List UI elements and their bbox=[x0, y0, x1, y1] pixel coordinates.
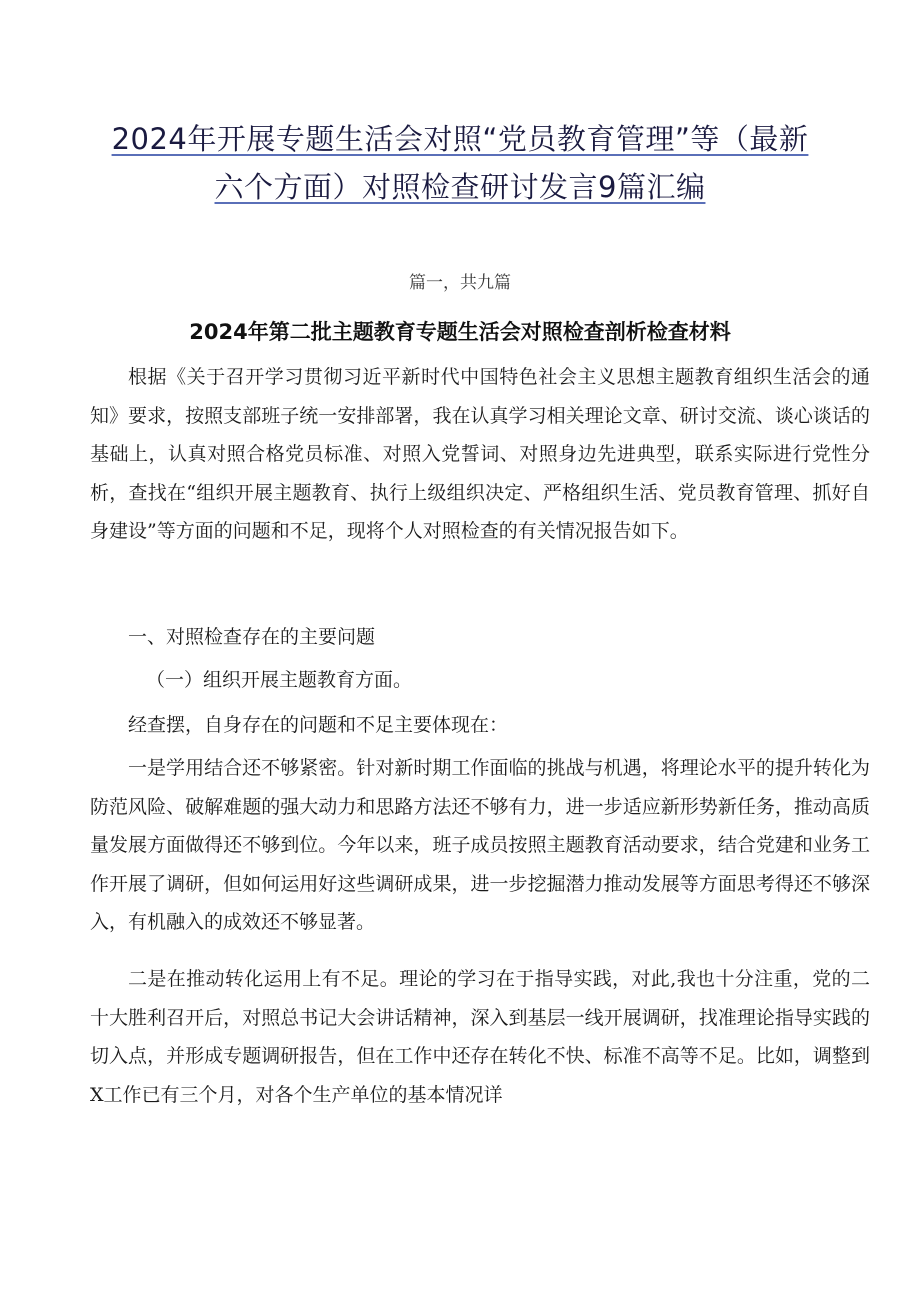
document-title-line-1 bbox=[60, 117, 860, 158]
intro-paragraph: 根据《关于召开学习贯彻习近平新时代中国特色社会主义思想主题教育组织生活会的通知》要求，按照支部班子统一安排部署，我在认真学习相关理论文章、研讨交流、谈心谈话的基础上，认真对照合格党员标准、对照入党誓词、对照身边先进典型，联系实际进行党性分析，查找在“组织开展主题教育、执行上级组织决定、严格组织生活、党员教育管理、抓好自身建设”等方面的问题和不足，现将个人对照检查的有关情况报告如下。 bbox=[90, 366, 870, 542]
lead-paragraph: 经查摆，自身存在的问题和不足主要体现在： bbox=[128, 714, 509, 736]
title-line-2-text: 六个方面）对照检查研讨发言9篇汇编 bbox=[214, 170, 706, 204]
document-title-line-2 bbox=[60, 165, 860, 206]
title-line-1-text: 2024年开展专题生活会对照“党员教育管理”等（最新 bbox=[111, 122, 809, 156]
heading-one: 一、对照检查存在的主要问题 bbox=[128, 626, 376, 648]
section-heading: 2024年第二批主题教育专题生活会对照检查剖析检查材料 bbox=[189, 320, 731, 344]
subheading-one: （一）组织开展主题教育方面。 bbox=[146, 669, 413, 691]
point-two-paragraph: 二是在推动转化运用上有不足。理论的学习在于指导实践，对此,我也十分注重，党的二十大胜利召开后，对照总书记大会讲话精神，深入到基层一线开展调研，找准理论指导实践的切入点，并形成专题调研报告，但在工作中还存在转化不快、标准不高等不足。比如，调整到X工作已有三个月，对各个生产单位的基本情况详 bbox=[90, 968, 870, 1106]
point-one-paragraph: 一是学用结合还不够紧密。针对新时期工作面临的挑战与机遇，将理论水平的提升转化为防范风险、破解难题的强大动力和思路方法还不够有力，进一步适应新形势新任务，推动高质量发展方面做得还不够到位。今年以来，班子成员按照主题教育活动要求，结合党建和业务工作开展了调研，但如何运用好这些调研成果，进一步挖掘潜力推动发展等方面思考得还不够深入，有机融入的成效还不够显著。 bbox=[90, 757, 870, 933]
part-label: 篇一，共九篇 bbox=[409, 273, 511, 293]
